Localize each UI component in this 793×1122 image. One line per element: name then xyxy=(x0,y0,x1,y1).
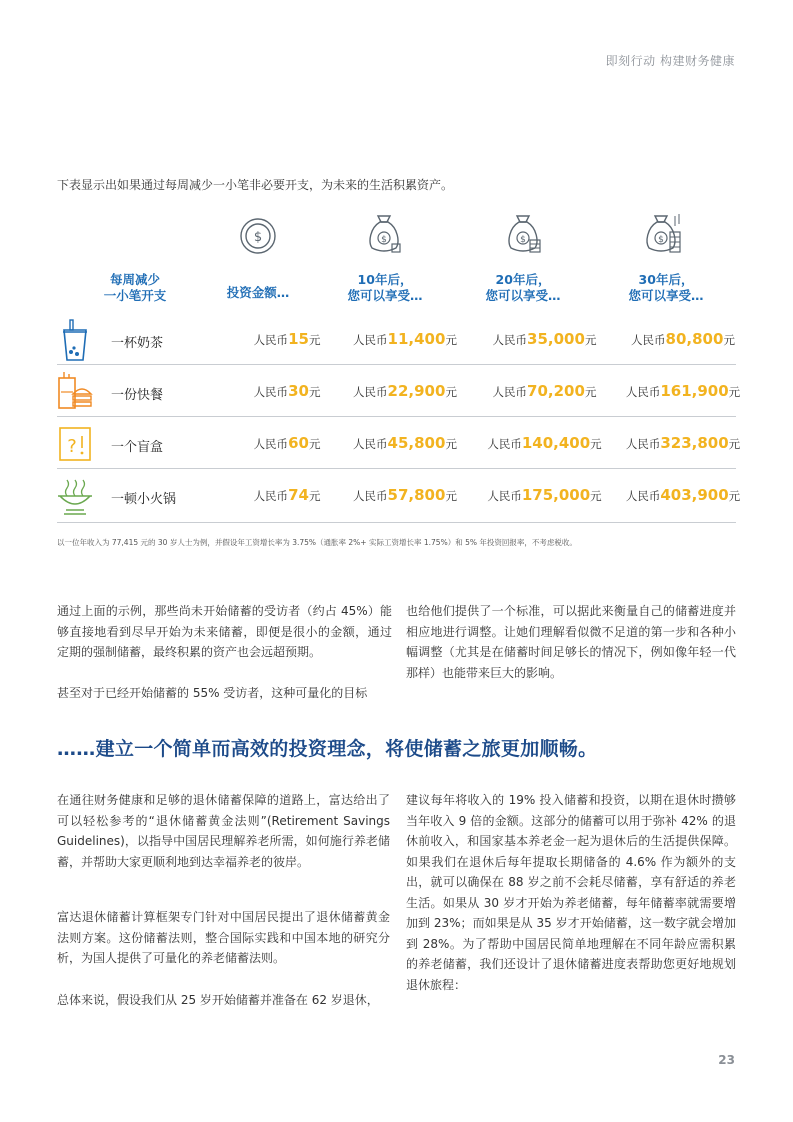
money-bag-icon xyxy=(364,212,404,256)
table-cell: 人民币70,200元 xyxy=(492,382,597,400)
row-header-label: 每周减少 一小笔开支 xyxy=(103,272,167,303)
row-divider xyxy=(57,416,736,417)
row-label: 一顿小火锅 xyxy=(111,492,177,507)
table-cell: 人民币57,800元 xyxy=(353,486,457,504)
svg-text:?: ? xyxy=(67,436,77,457)
table-cell: 人民币403,900元 xyxy=(625,486,741,504)
row-divider xyxy=(57,364,736,365)
paragraph: 建议每年将收入的 19% 投入储蓄和投资，以期在退休时攒够当年收入 9 倍的金额。这部分的储蓄可以用于弥补 42% 的退休前收入，和国家基本养老金一起为退休后的生活提供保障。如果我们在退休后每年提取长期储备的 4.6% 作为额外的支出，就可以确保在 88 岁之前不会耗尽储蓄，享有舒适的养老生活。如果从 30 岁才开始为养老储蓄，每年储蓄率就需要增加到 23%；而如果是从 35 岁才开始储蓄，这一数字就会增加到 28%。为了帮助中国居民简单地理解在不同年龄应需积累的养老储蓄，我们还设计了退休储蓄进度表帮助您更好地规划退休旅程： xyxy=(406,793,736,992)
mystery-box-icon xyxy=(58,424,92,464)
table-cell: 人民币161,900元 xyxy=(625,382,741,400)
table-cell: 人民币15元 xyxy=(253,330,321,348)
table-cell: 人民币11,400元 xyxy=(353,330,457,348)
column-header-20y: 20年后， 您可以享受… xyxy=(485,272,561,303)
row-divider xyxy=(57,468,736,469)
table-row xyxy=(57,470,741,522)
table-cell: 人民币323,800元 xyxy=(625,434,741,452)
section-title: ……建立一个简单而高效的投资理念，将使储蓄之旅更加顺畅。 xyxy=(57,738,598,760)
money-bag-stack-icon xyxy=(641,210,685,256)
coin-icon xyxy=(238,216,278,256)
paragraph: 甚至对于已经开始储蓄的 55% 受访者，这种可量化的目标 xyxy=(57,686,368,700)
svg-text:$: $ xyxy=(381,235,387,245)
svg-text:$: $ xyxy=(520,235,526,245)
table-cell: 人民币22,900元 xyxy=(353,382,457,400)
svg-text:$: $ xyxy=(658,235,664,245)
paragraph: 总体来说，假设我们从 25 岁开始储蓄并准备在 62 岁退休， xyxy=(57,993,379,1007)
table-footnote: 以一位年收入为 77,415 元的 30 岁人士为例，并假设年工资增长率为 3.75%（通胀率 2%+ 实际工资增长率 1.75%）和 5% 年投资回报率，不考虑税收。 xyxy=(57,538,577,547)
column-header-invest: 投资金额… xyxy=(226,285,290,300)
paragraph: 富达退休储蓄计算框架专门针对中国居民提出了退休储蓄黄金法则方案。这份储蓄法则，整合国际实践和中国本地的研究分析，为国人提供了可量化的养老储蓄法则。 xyxy=(57,910,390,965)
paragraph: 通过上面的示例，那些尚未开始储蓄的受访者（约占 45%）能够直接地看到尽早开始为未来储蓄，即便是很小的金额，通过定期的强制储蓄，最终积累的资产也会远超预期。 xyxy=(57,604,392,659)
column-header-10y: 10年后， 您可以享受… xyxy=(347,272,423,303)
table-row xyxy=(57,366,741,418)
paragraph: 也给他们提供了一个标准，可以据此来衡量自己的储蓄进度并相应地进行调整。让她们理解看似微不足道的第一步和各种小幅调整（尤其是在储蓄时间足够长的情况下，例如像年轻一代那样）也能带来巨大的影响。 xyxy=(406,604,736,680)
table-cell: 人民币140,400元 xyxy=(487,434,602,452)
table-cell: 人民币45,800元 xyxy=(353,434,457,452)
table-cell: 人民币74元 xyxy=(253,486,321,504)
table-row xyxy=(57,418,741,470)
table-cell: 人民币175,000元 xyxy=(487,486,602,504)
svg-text:$: $ xyxy=(253,230,263,245)
table-row xyxy=(57,314,736,366)
hot-pot-icon xyxy=(57,476,93,516)
table-cell: 人民币35,000元 xyxy=(492,330,597,348)
table-cell: 人民币60元 xyxy=(253,434,321,452)
row-label: 一杯奶茶 xyxy=(111,336,164,351)
page-number: 23 xyxy=(718,1053,735,1067)
bubble-tea-icon xyxy=(60,318,90,362)
running-header: 即刻行动 构建财务健康 xyxy=(605,54,735,68)
fast-food-icon xyxy=(57,372,93,412)
table-cell: 人民币30元 xyxy=(253,382,321,400)
intro-text: 下表显示出如果通过每周减少一小笔非必要开支，为未来的生活积累资产。 xyxy=(57,178,454,192)
table-cell: 人民币80,800元 xyxy=(631,330,735,348)
row-label: 一份快餐 xyxy=(111,388,164,403)
paragraph: 在通往财务健康和足够的退休储蓄保障的道路上，富达给出了可以轻松参考的“退休储蓄黄金法则”(Retirement Savings Guidelines)，以指导中国居民理解养老所需，如何施行养老储蓄，并帮助大家更顺利地到达幸福养老的彼岸。 xyxy=(57,793,390,869)
row-label: 一个盲盒 xyxy=(111,440,164,455)
column-header-30y: 30年后， 您可以享受… xyxy=(628,272,704,303)
money-bag-coins-icon xyxy=(503,212,543,256)
table-bottom-divider xyxy=(57,522,736,523)
